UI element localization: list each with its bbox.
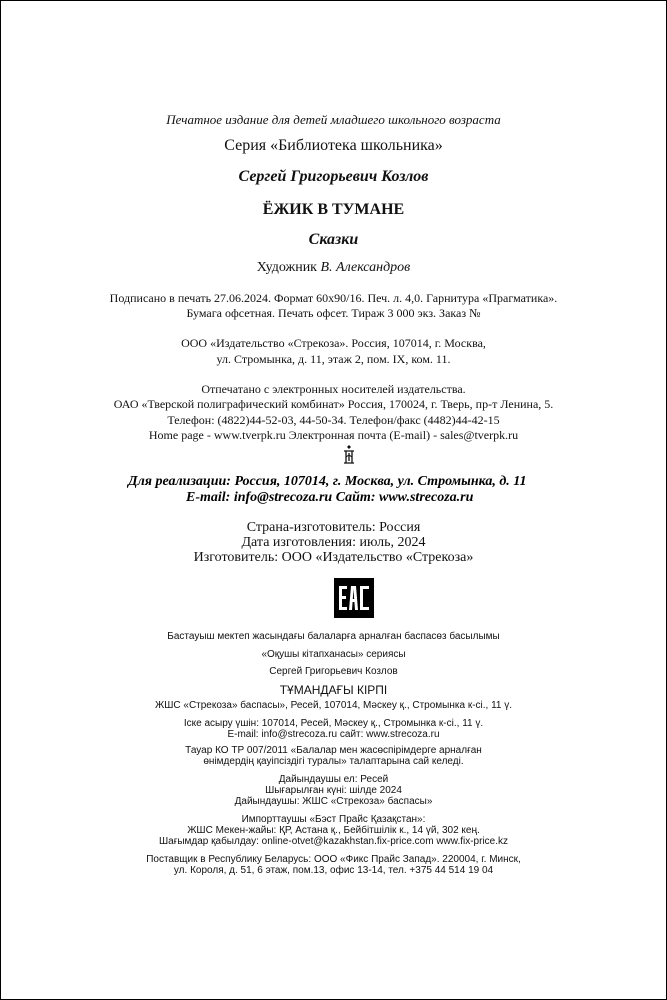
eac-mark-icon <box>334 578 374 618</box>
kz-regulation-line-2: өнімдердің қауіпсіздігі туралы» талаптарына сай келеді. <box>203 756 464 767</box>
kz-country: Дайындаушы ел: Ресей <box>278 774 389 785</box>
kz-realization-line-1: Іске асыру үшін: 107014, Ресей, Мәскеу қ., Стромынка к-сі., 11 ү. <box>183 718 484 729</box>
author-name: Сергей Григорьевич Козлов <box>238 168 429 185</box>
kz-author: Сергей Григорьевич Козлов <box>269 666 398 677</box>
kz-title: ТҰМАНДАҒЫ КІРПІ <box>279 683 388 697</box>
printer-line-2: ОАО «Тверской полиграфический комбинат» Россия, 170024, г. Тверь, пр-т Ленина, 5. <box>113 397 554 411</box>
kz-maker: Дайындаушы: ЖШС «Стрекоза» баспасы» <box>234 796 433 807</box>
kz-date: Шығарылған күні: шілде 2024 <box>265 785 402 796</box>
realization-address: Для реализации: Россия, 107014, г. Москва, ул. Стромынка, д. 11 <box>128 474 527 489</box>
printer-monogram-logo <box>342 444 356 466</box>
printing-line-2: Бумага офсетная. Печать офсет. Тираж 3 000 экз. Заказ № <box>186 306 481 320</box>
printer-line-1: Отпечатано с электронных носителей издательства. <box>201 382 466 396</box>
printer-line-4: Home page - www.tverpk.ru Электронная почта (E-mail) - sales@tverpk.ru <box>148 428 519 442</box>
publisher-line-1: ООО «Издательство «Стрекоза». Россия, 107014, г. Москва, <box>181 336 486 350</box>
kz-importer-line-3: Шағымдар қабылдау: online-otvet@kazakhstan.fix-price.com www.fix-price.kz <box>158 836 509 847</box>
printer-line-3: Телефон: (4822)44-52-03, 44-50-34. Телефон/факс (4482)44-42-15 <box>167 413 500 427</box>
kz-publisher: ЖШС «Стрекоза» баспасы», Ресей, 107014, Мәскеу қ., Стромынка к-сі., 11 ү. <box>154 700 513 711</box>
manufacture-country: Страна-изготовитель: Россия <box>246 520 421 535</box>
kz-importer-line-1: Импорттаушы «Бэст Прайс Қазақстан»: <box>241 814 426 825</box>
edition-type: Печатное издание для детей младшего школьного возраста <box>166 112 501 127</box>
kz-regulation-line-1: Тауар КО ТР 007/2011 «Балалар мен жасөспірімдерге арналған <box>185 745 482 756</box>
by-supplier-line-2: ул. Короля, д. 51, 6 этаж, пом.13, офис 13-14, тел. +375 44 514 19 04 <box>173 865 494 876</box>
by-supplier-line-1: Поставщик в Республику Беларусь: ООО «Фикс Прайс Запад». 220004, г. Минск, <box>146 854 521 865</box>
illustrator-label: Художник <box>256 260 317 275</box>
book-genre: Сказки <box>308 231 359 248</box>
kz-realization-line-2: E-mail: info@strecoza.ru сайт: www.strecoza.ru <box>227 729 440 740</box>
kz-importer-line-2: ЖШС Мекен-жайы: ҚР, Астана қ., Бейбітшілік к., 14 үй, 302 кең. <box>187 825 480 836</box>
illustrator-line <box>0 261 667 275</box>
publisher-line-2: ул. Стромынка, д. 11, этаж 2, пом. IX, ком. 11. <box>216 352 451 366</box>
kz-series: «Оқушы кітапханасы» сериясы <box>261 649 406 660</box>
printing-line-1: Подписано в печать 27.06.2024. Формат 60х90/16. Печ. л. 4,0. Гарнитура «Прагматика». <box>109 291 558 305</box>
illustrator-name: В. Александров <box>320 260 411 275</box>
manufacture-date: Дата изготовления: июль, 2024 <box>241 535 426 550</box>
realization-contacts: E-mail: info@strecoza.ru Сайт: www.strecoza.ru <box>186 490 474 505</box>
manufacture-maker: Изготовитель: ООО «Издательство «Стрекоза» <box>193 550 474 565</box>
book-title: ЁЖИК В ТУМАНЕ <box>262 201 405 218</box>
kz-edition-type: Бастауыш мектеп жасындағы балаларға арналған баспасөз басылымы <box>167 631 500 642</box>
series-title: Серия «Библиотека школьника» <box>224 137 443 154</box>
